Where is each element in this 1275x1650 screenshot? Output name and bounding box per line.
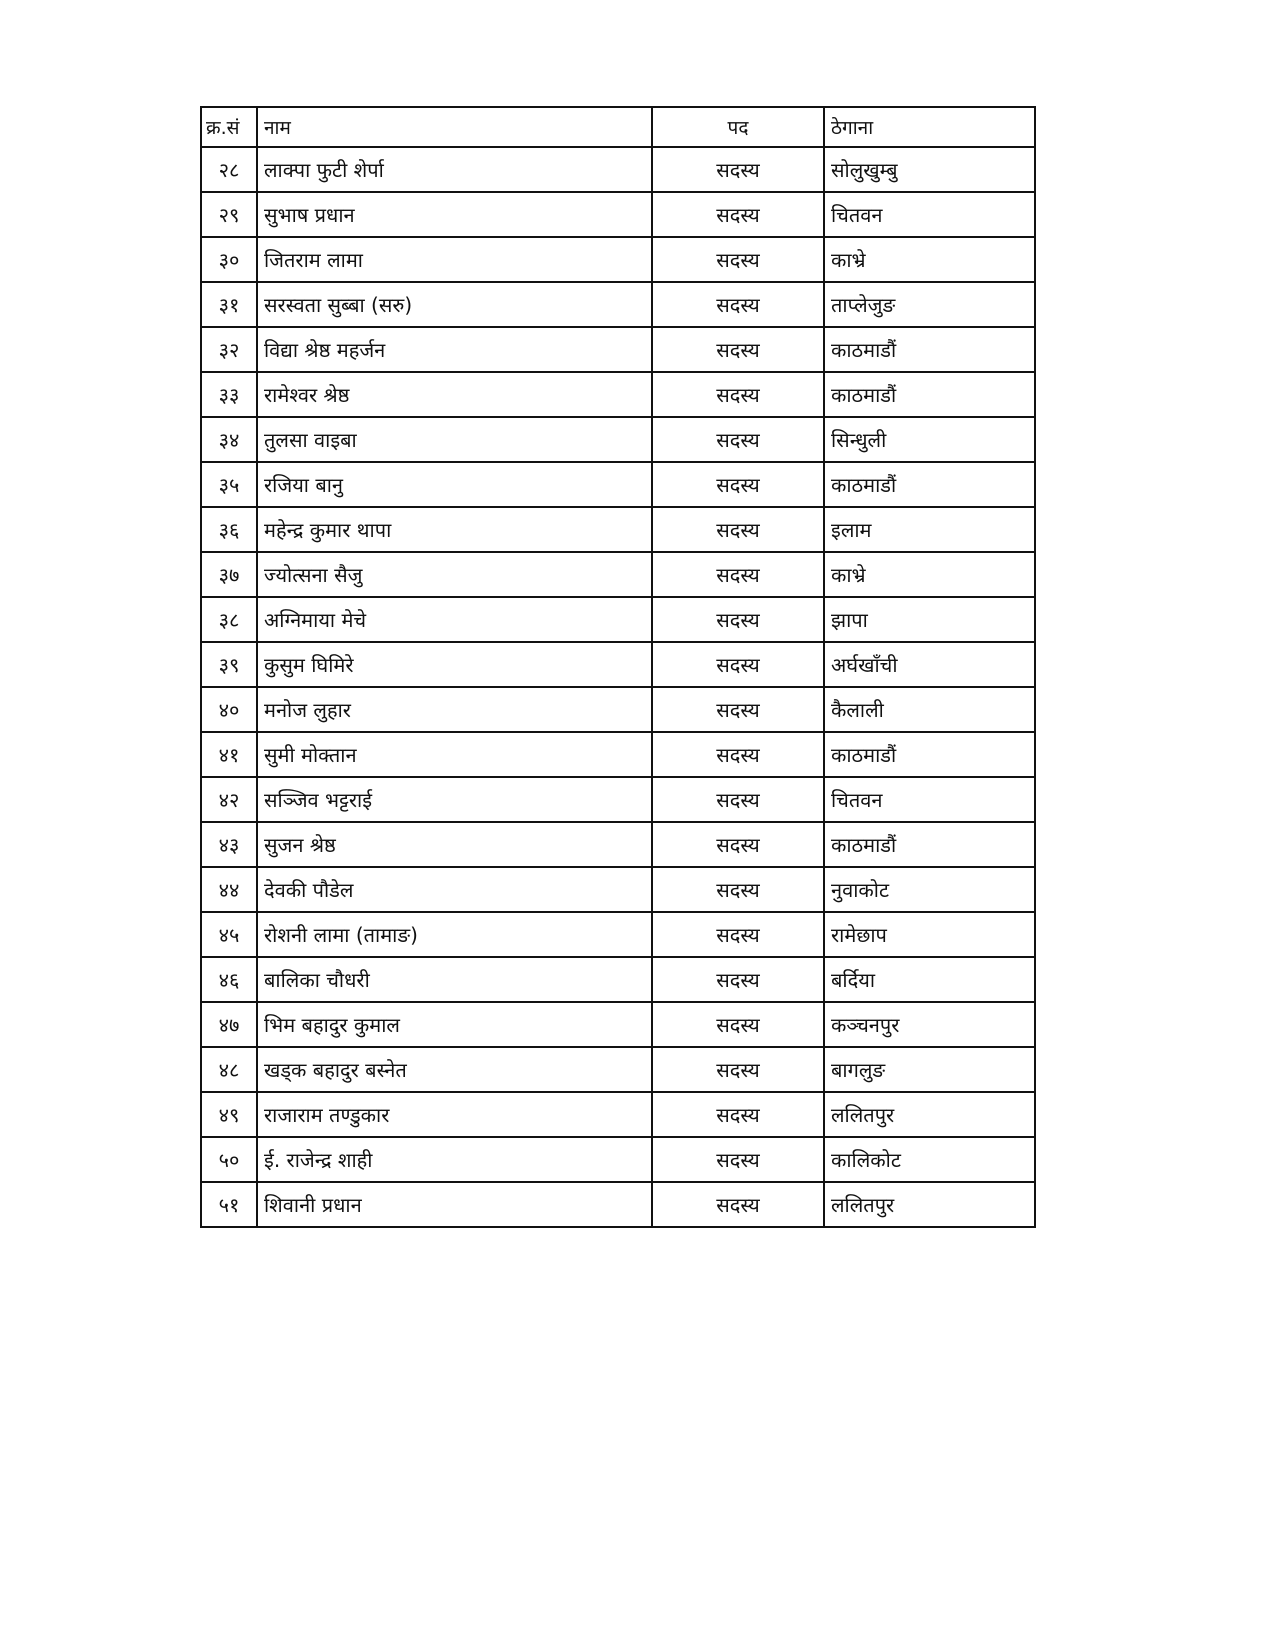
cell-address: ताप्लेजुङ <box>824 282 1035 327</box>
table-row <box>201 777 1035 822</box>
cell-address: ललितपुर <box>824 1092 1035 1137</box>
cell-address: काठमाडौं <box>824 822 1035 867</box>
cell-address: काठमाडौं <box>824 327 1035 372</box>
cell-address: अर्घखाँची <box>824 642 1035 687</box>
cell-serial-number: ३९ <box>201 642 257 687</box>
cell-address: ललितपुर <box>824 1182 1035 1227</box>
table-row <box>201 1137 1035 1182</box>
cell-serial-number: २९ <box>201 192 257 237</box>
cell-serial-number: ५० <box>201 1137 257 1182</box>
cell-post: सदस्य <box>652 507 824 552</box>
cell-address: चितवन <box>824 192 1035 237</box>
table-row <box>201 687 1035 732</box>
cell-name: बालिका चौधरी <box>257 957 652 1002</box>
cell-name: रजिया बानु <box>257 462 652 507</box>
cell-name: सुमी मोक्तान <box>257 732 652 777</box>
cell-post: सदस्य <box>652 597 824 642</box>
cell-post: सदस्य <box>652 732 824 777</box>
cell-post: सदस्य <box>652 1047 824 1092</box>
cell-address: झापा <box>824 597 1035 642</box>
cell-post: सदस्य <box>652 1182 824 1227</box>
cell-serial-number: ४९ <box>201 1092 257 1137</box>
header-post: पद <box>652 107 824 147</box>
table-row <box>201 192 1035 237</box>
cell-name: कुसुम घिमिरे <box>257 642 652 687</box>
cell-address: चितवन <box>824 777 1035 822</box>
table-header <box>201 107 1035 147</box>
cell-address: रामेछाप <box>824 912 1035 957</box>
cell-serial-number: ४६ <box>201 957 257 1002</box>
cell-name: जितराम लामा <box>257 237 652 282</box>
cell-post: सदस्य <box>652 237 824 282</box>
table-row <box>201 867 1035 912</box>
cell-address: काभ्रे <box>824 552 1035 597</box>
table-row <box>201 372 1035 417</box>
cell-name: ई. राजेन्द्र शाही <box>257 1137 652 1182</box>
cell-name: सुजन श्रेष्ठ <box>257 822 652 867</box>
cell-post: सदस्य <box>652 1137 824 1182</box>
table-row <box>201 822 1035 867</box>
cell-post: सदस्य <box>652 822 824 867</box>
cell-address: कैलाली <box>824 687 1035 732</box>
table-row <box>201 957 1035 1002</box>
cell-serial-number: २८ <box>201 147 257 192</box>
cell-serial-number: ३१ <box>201 282 257 327</box>
table-row <box>201 147 1035 192</box>
cell-address: सिन्धुली <box>824 417 1035 462</box>
cell-name: लाक्पा फुटी शेर्पा <box>257 147 652 192</box>
cell-name: भिम बहादुर कुमाल <box>257 1002 652 1047</box>
table-row <box>201 912 1035 957</box>
cell-post: सदस्य <box>652 552 824 597</box>
cell-serial-number: ४७ <box>201 1002 257 1047</box>
table-row <box>201 282 1035 327</box>
header-name: नाम <box>257 107 652 147</box>
table-row <box>201 1047 1035 1092</box>
cell-name: राजाराम तण्डुकार <box>257 1092 652 1137</box>
cell-post: सदस्य <box>652 867 824 912</box>
cell-name: महेन्द्र कुमार थापा <box>257 507 652 552</box>
table-row <box>201 597 1035 642</box>
cell-address: काठमाडौं <box>824 732 1035 777</box>
cell-serial-number: ३४ <box>201 417 257 462</box>
cell-serial-number: ३३ <box>201 372 257 417</box>
cell-serial-number: ४२ <box>201 777 257 822</box>
table-row <box>201 732 1035 777</box>
cell-post: सदस्य <box>652 282 824 327</box>
cell-name: रोशनी लामा (तामाङ) <box>257 912 652 957</box>
cell-address: काठमाडौं <box>824 372 1035 417</box>
table-row <box>201 1002 1035 1047</box>
cell-name: देवकी पौडेल <box>257 867 652 912</box>
header-serial-number: क्र.सं <box>201 107 257 147</box>
cell-post: सदस्य <box>652 147 824 192</box>
cell-serial-number: ३० <box>201 237 257 282</box>
cell-name: सुभाष प्रधान <box>257 192 652 237</box>
cell-serial-number: ४५ <box>201 912 257 957</box>
cell-address: कालिकोट <box>824 1137 1035 1182</box>
cell-address: बागलुङ <box>824 1047 1035 1092</box>
cell-post: सदस्य <box>652 192 824 237</box>
cell-post: सदस्य <box>652 327 824 372</box>
cell-post: सदस्य <box>652 417 824 462</box>
header-address: ठेगाना <box>824 107 1035 147</box>
cell-name: मनोज लुहार <box>257 687 652 732</box>
cell-name: रामेश्वर श्रेष्ठ <box>257 372 652 417</box>
cell-name: सरस्वता सुब्बा (सरु) <box>257 282 652 327</box>
cell-post: सदस्य <box>652 687 824 732</box>
cell-name: खड्क बहादुर बस्नेत <box>257 1047 652 1092</box>
cell-address: इलाम <box>824 507 1035 552</box>
cell-name: ज्योत्सना सैजु <box>257 552 652 597</box>
cell-address: सोलुखुम्बु <box>824 147 1035 192</box>
cell-serial-number: ५१ <box>201 1182 257 1227</box>
header-row <box>201 107 1035 147</box>
cell-serial-number: ३५ <box>201 462 257 507</box>
cell-name: तुलसा वाइबा <box>257 417 652 462</box>
cell-name: अग्निमाया मेचे <box>257 597 652 642</box>
table-row <box>201 507 1035 552</box>
cell-serial-number: ४३ <box>201 822 257 867</box>
cell-address: नुवाकोट <box>824 867 1035 912</box>
cell-post: सदस्य <box>652 372 824 417</box>
cell-address: बर्दिया <box>824 957 1035 1002</box>
cell-address: काठमाडौं <box>824 462 1035 507</box>
members-table <box>200 106 1036 1228</box>
cell-name: विद्या श्रेष्ठ महर्जन <box>257 327 652 372</box>
cell-post: सदस्य <box>652 462 824 507</box>
cell-post: सदस्य <box>652 642 824 687</box>
cell-serial-number: ४४ <box>201 867 257 912</box>
table-body <box>201 147 1035 1227</box>
table-row <box>201 552 1035 597</box>
cell-address: कञ्चनपुर <box>824 1002 1035 1047</box>
table-row <box>201 237 1035 282</box>
cell-post: सदस्य <box>652 957 824 1002</box>
cell-post: सदस्य <box>652 777 824 822</box>
cell-name: सञ्जिव भट्टराई <box>257 777 652 822</box>
cell-post: सदस्य <box>652 1002 824 1047</box>
table-row <box>201 1182 1035 1227</box>
table-row <box>201 1092 1035 1137</box>
table-row <box>201 642 1035 687</box>
cell-address: काभ्रे <box>824 237 1035 282</box>
cell-serial-number: ४१ <box>201 732 257 777</box>
table-row <box>201 327 1035 372</box>
cell-post: सदस्य <box>652 1092 824 1137</box>
cell-serial-number: ४० <box>201 687 257 732</box>
cell-name: शिवानी प्रधान <box>257 1182 652 1227</box>
table-row <box>201 417 1035 462</box>
table-row <box>201 462 1035 507</box>
cell-serial-number: ३८ <box>201 597 257 642</box>
cell-post: सदस्य <box>652 912 824 957</box>
cell-serial-number: ४८ <box>201 1047 257 1092</box>
cell-serial-number: ३६ <box>201 507 257 552</box>
cell-serial-number: ३७ <box>201 552 257 597</box>
cell-serial-number: ३२ <box>201 327 257 372</box>
